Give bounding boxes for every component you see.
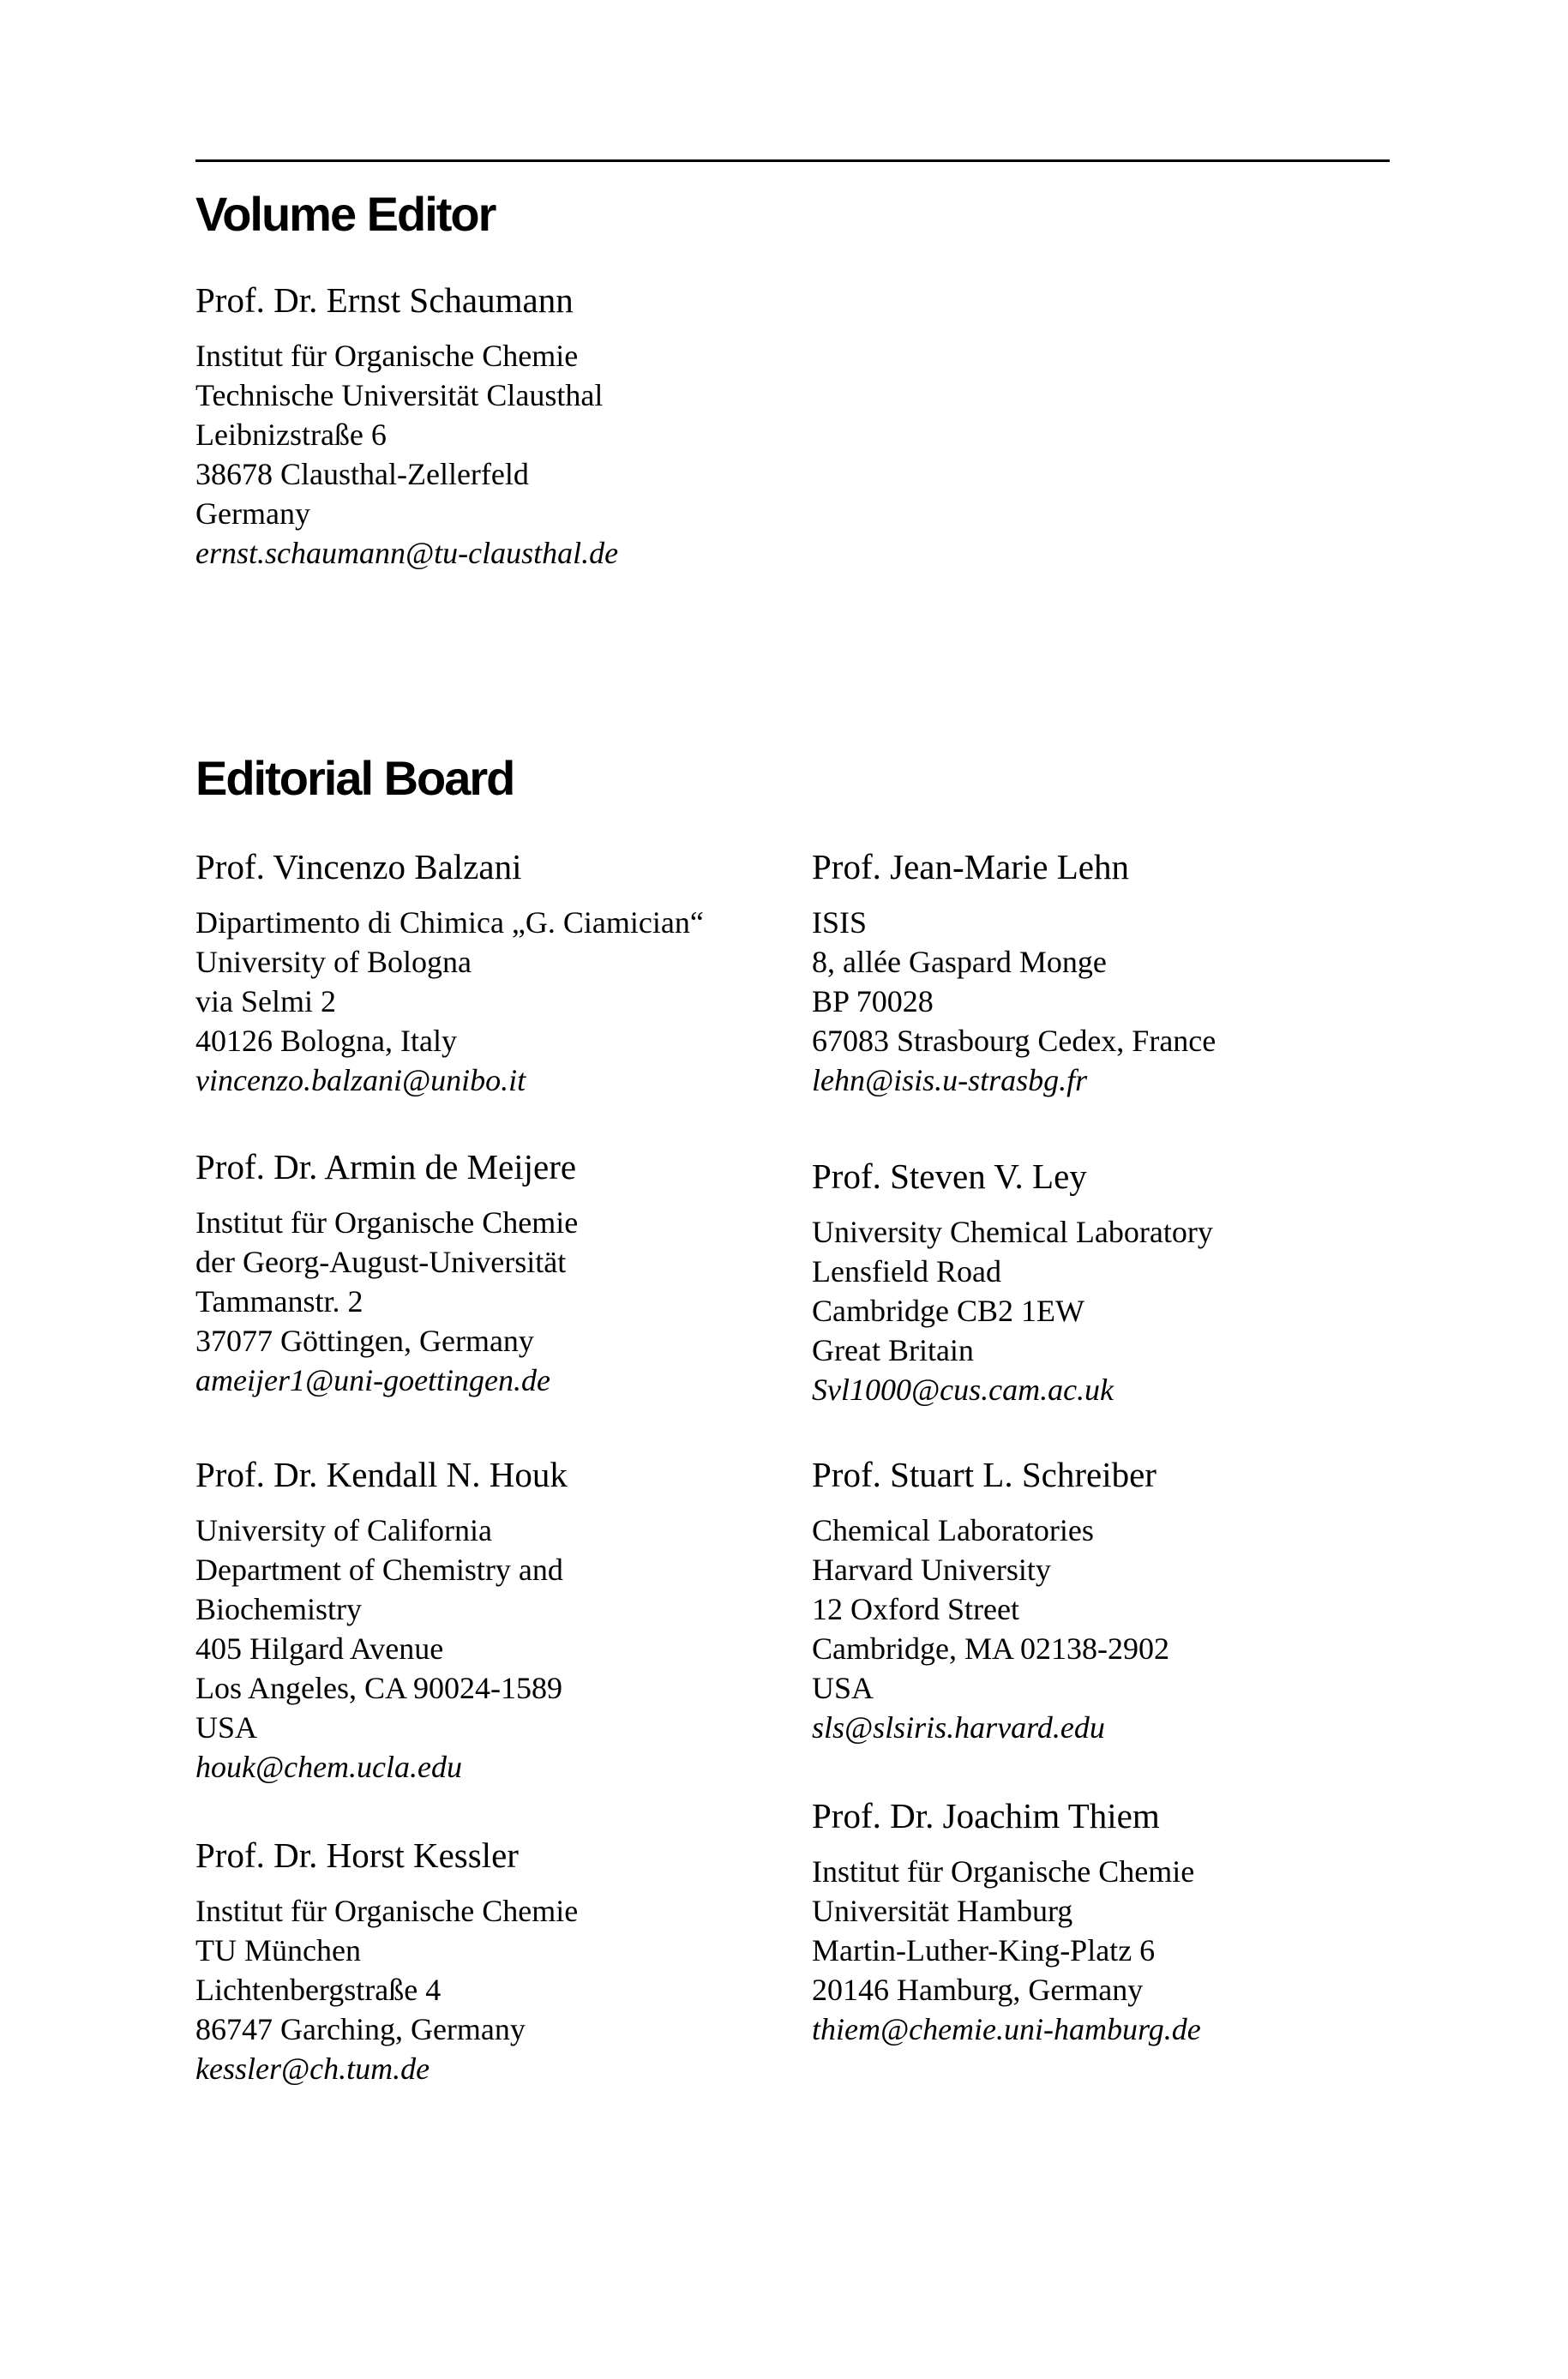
address-line: Lichtenbergstraße 4 — [195, 1973, 442, 2007]
address-line: 8, allée Gaspard Monge — [812, 945, 1107, 979]
email-address: Svl1000@cus.cam.ac.uk — [812, 1373, 1114, 1407]
address-line: Biochemistry — [195, 1592, 362, 1626]
address-line: Cambridge CB2 1EW — [812, 1294, 1084, 1328]
address-line: Los Angeles, CA 90024-1589 — [195, 1671, 562, 1705]
address-line: 20146 Hamburg, Germany — [812, 1973, 1144, 2007]
member-name: Prof. Vincenzo Balzani — [195, 847, 522, 886]
board-member-schreiber — [812, 1452, 1412, 1747]
address-line: 12 Oxford Street — [812, 1592, 1019, 1626]
member-name: Prof. Steven V. Ley — [812, 1156, 1087, 1196]
address-line: 40126 Bologna, Italy — [195, 1024, 457, 1058]
member-name: Prof. Dr. Horst Kessler — [195, 1835, 519, 1875]
address-line: Dipartimento di Chimica „G. Ciamician“ — [195, 905, 704, 940]
email-address: sls@slsiris.harvard.edu — [812, 1710, 1105, 1745]
member-name: Prof. Stuart L. Schreiber — [812, 1455, 1156, 1494]
address-line: 37077 Göttingen, Germany — [195, 1324, 534, 1358]
member-name: Prof. Dr. Kendall N. Houk — [195, 1455, 568, 1494]
board-member-kessler — [195, 1833, 796, 2088]
email-address: thiem@chemie.uni-hamburg.de — [812, 2012, 1201, 2046]
address-line: Germany — [195, 496, 310, 531]
member-name: Prof. Dr. Armin de Meijere — [195, 1147, 577, 1186]
address-line: ISIS — [812, 905, 868, 940]
board-member-ley — [812, 1154, 1412, 1409]
top-rule — [195, 159, 1390, 162]
email-address: houk@chem.ucla.edu — [195, 1750, 463, 1784]
address-line: Technische Universität Clausthal — [195, 378, 604, 412]
board-member-lehn — [812, 844, 1412, 1100]
address-line: via Selmi 2 — [195, 984, 336, 1018]
address-line: 86747 Garching, Germany — [195, 2012, 526, 2046]
address-line: 67083 Strasbourg Cedex, France — [812, 1024, 1217, 1058]
email-address: ernst.schaumann@tu-clausthal.de — [195, 536, 619, 570]
address-line: USA — [812, 1671, 874, 1705]
board-member-houk — [195, 1452, 796, 1787]
address-line: University of Bologna — [195, 945, 472, 979]
address-line: der Georg-August-Universität — [195, 1245, 567, 1279]
address-line: Tammanstr. 2 — [195, 1284, 363, 1319]
editorial-board-heading: Editorial Board — [195, 751, 514, 805]
email-address: lehn@isis.u-strasbg.fr — [812, 1063, 1088, 1097]
member-name: Prof. Dr. Joachim Thiem — [812, 1796, 1160, 1835]
address-line: Lensfield Road — [812, 1254, 1001, 1289]
address-line: Institut für Organische Chemie — [195, 339, 579, 373]
address-line: University of California — [195, 1513, 492, 1547]
volume-editor-heading: Volume Editor — [195, 187, 496, 241]
address-line: Institut für Organische Chemie — [195, 1205, 579, 1240]
address-line: Universität Hamburg — [812, 1894, 1073, 1928]
address-line: 38678 Clausthal-Zellerfeld — [195, 457, 529, 491]
address-line: Leibnizstraße 6 — [195, 418, 387, 452]
board-member-balzani — [195, 844, 796, 1100]
member-name: Prof. Jean-Marie Lehn — [812, 847, 1130, 886]
address-line: TU München — [195, 1933, 361, 1967]
address-line: University Chemical Laboratory — [812, 1215, 1213, 1249]
address-line: USA — [195, 1710, 258, 1745]
email-address: vincenzo.balzani@unibo.it — [195, 1063, 526, 1097]
address-line: Institut für Organische Chemie — [195, 1894, 579, 1928]
email-address: kessler@ch.tum.de — [195, 2052, 430, 2086]
address-line: Department of Chemistry and — [195, 1553, 563, 1587]
address-line: Institut für Organische Chemie — [812, 1854, 1195, 1889]
address-line: BP 70028 — [812, 984, 934, 1018]
board-member-thiem — [812, 1793, 1412, 2049]
address-line: Cambridge, MA 02138-2902 — [812, 1631, 1169, 1666]
address-line: Harvard University — [812, 1553, 1051, 1587]
address-line: Great Britain — [812, 1333, 974, 1367]
address-line: Martin-Luther-King-Platz 6 — [812, 1933, 1156, 1967]
address-line: 405 Hilgard Avenue — [195, 1631, 444, 1666]
email-address: ameijer1@uni-goettingen.de — [195, 1363, 551, 1397]
volume-editor-entry — [195, 278, 796, 573]
address-line: Chemical Laboratories — [812, 1513, 1094, 1547]
editor-name: Prof. Dr. Ernst Schaumann — [195, 280, 574, 320]
board-member-de-meijere — [195, 1144, 796, 1400]
